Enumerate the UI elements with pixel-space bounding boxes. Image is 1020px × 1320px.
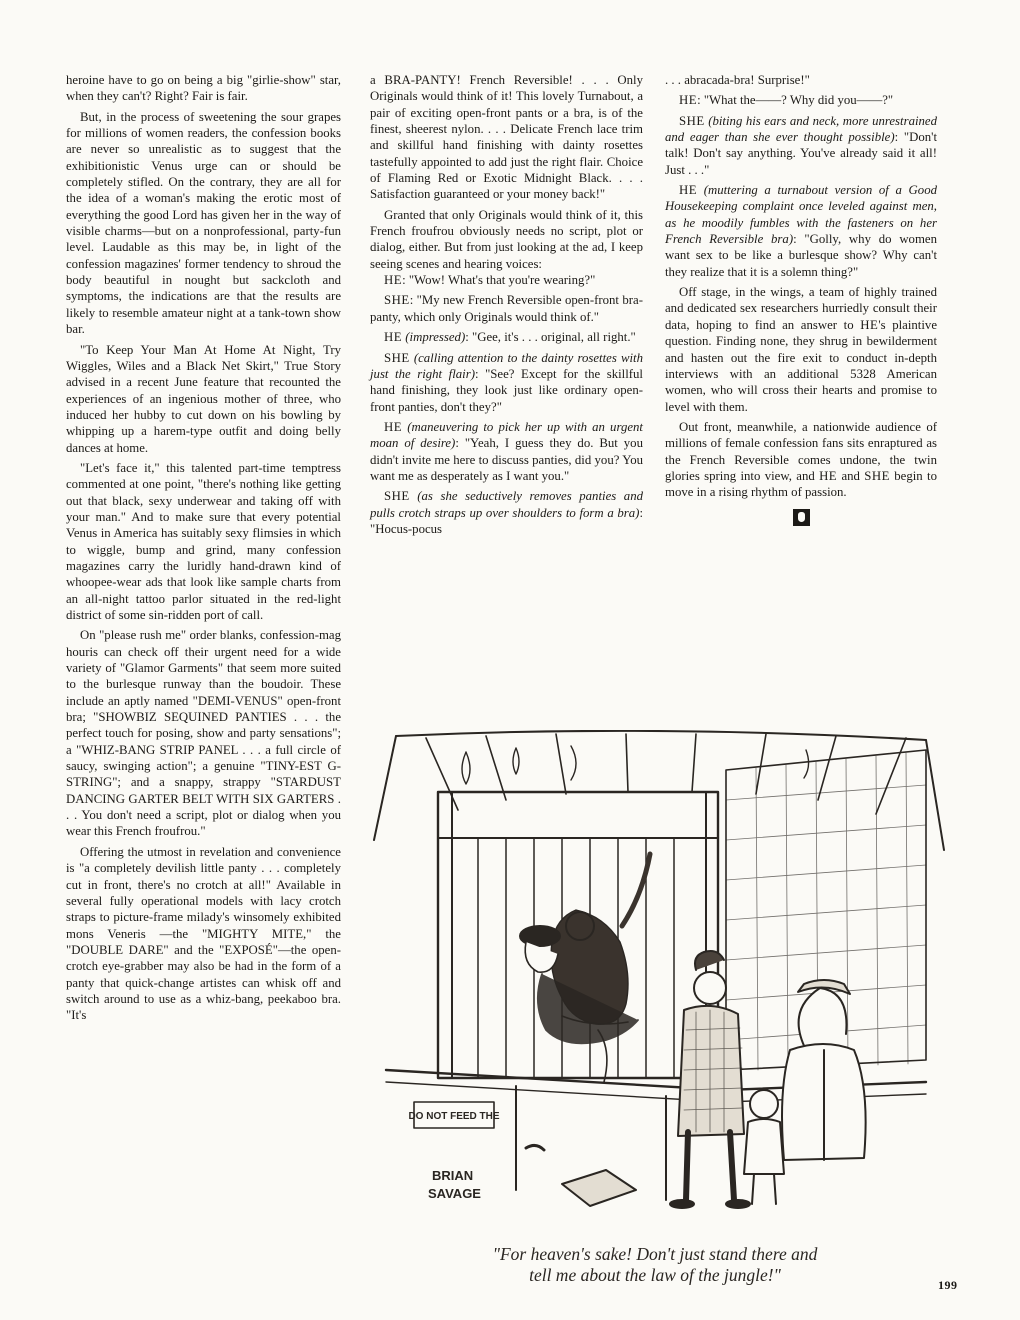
cage-sign: DO NOT FEED THE bbox=[408, 1111, 500, 1122]
stage-direction: (biting his ears and neck, more unrestrained and eager than she ever thought possible) bbox=[665, 113, 937, 145]
paragraph: a BRA-PANTY! French Reversible! . . . Only Originals would think of it! This lovely Turnabout, a pair of exciting open-front pants or a bra, is of the finest, sheerest nylon. . . . Delicate French lace trim and skillful hand finishing with dainty rosettes tastefully appointed to add just the right flair. Choice of Flaming Red or Exotic Midnight Black. . . . Satisfaction guaranteed or your money back!" bbox=[370, 73, 643, 202]
paragraph: "To Keep Your Man At Home At Night, Try Wiggles, Wiles and a Black Net Skirt," True Story advised in a recent June feature that recounted the experiences of an ingenious mother of three, who induced her hubby to cut down on his bowling by whipping up a harem-type outfit and doing belly dances at home. bbox=[66, 342, 341, 455]
dialog-line: HE (impressed): "Gee, it's . . . original, all right." bbox=[384, 330, 636, 345]
cartoon-caption: "For heaven's sake! Don't just stand there and tell me about the law of the jungle!" bbox=[492, 1244, 818, 1285]
artist-signature: BRIAN bbox=[432, 1168, 474, 1183]
stage-direction: (muttering a turnabout version of a Good Housekeeping bbox=[665, 183, 937, 214]
speaker-she: SHE bbox=[384, 293, 410, 308]
dialog-line: HE: "What the——? Why did you——?" bbox=[679, 93, 894, 108]
paragraph: Off stage, in the wings, a team of highly trained and dedicated sex researchers hurriedly consult their data, hoping to find an answer to HE's plaintive question. Finding none, they shrug in bewilderment and hasten out the fire exit to conduct in-depth interviews with an additional 5328 American women, who will cross their hearts and promise to level with them. bbox=[665, 285, 937, 414]
artist-signature: SAVAGE bbox=[428, 1186, 481, 1201]
column-3 bbox=[665, 72, 937, 530]
stage-direction: (impressed) bbox=[405, 330, 466, 345]
paragraph: heroine have to go on being a big "girlie-show" star, when they can't? Right? Fair is fair. bbox=[66, 73, 341, 104]
dialog-line: HE: "Wow! What's that you're wearing?" bbox=[384, 273, 596, 288]
stage-direction: (calling attention to the dainty rosettes with just the right flair) bbox=[370, 350, 643, 381]
cartoon-illustration bbox=[366, 730, 946, 1240]
dialog-line: SHE (as she seductively removes panties and pulls crotch straps up over shoulders to form a bra): "Hocus-pocus bbox=[370, 489, 643, 536]
dialog-line: SHE (calling attention to the dainty rosettes with just the right flair): "See? Except for the skillful hand finishing, they look just like ordinary open-front panties, don't they?" bbox=[370, 350, 643, 414]
stage-direction: (as she seductively removes panties and pulls crotch straps up over shoulders to form a bra) bbox=[370, 489, 643, 520]
stage-direction: (maneuvering to pick her up with an urgent moan of desire) bbox=[370, 419, 643, 451]
stage-direction: complaint once leveled against men, as he moodily fumbles with the fasteners on her French Reversible bra) bbox=[665, 199, 937, 247]
paragraph: Out front, meanwhile, a nationwide audience of millions of female confession fans sits enraptured as the French Reversible comes undone, the twin glories spring into view, and HE and SHE begin to move in a rising rhythm of passion. bbox=[665, 419, 937, 500]
dialog-line: SHE: "My new French Reversible open-front bra-panty, which only Originals would think of." bbox=[370, 293, 643, 324]
paragraph: But, in the process of sweetening the sour grapes for millions of women readers, the confession books are never so unrealistic as to suggest that the exhibitionistic Venus urge can or should be completely stifled. On the contrary, they are all for the idea of a woman's making the erotic most of everything the good Lord has given her in the way of visible charms—but on a nonprofessional, party-fun level. Laudable as this may be, in light of the confession magazines' former tendency to shroud the body beautiful in nought but sackcloth and symptoms, the indications are that the results are likely to resemble amateur night at a tank-town show bar. bbox=[66, 109, 341, 337]
paragraph: Offering the utmost in revelation and convenience is "a completely devilish little panty . . . completely cut in front, there's no crotch at all!" Available in several fully operational models with lacy crotch straps to picture-frame milady's winsomely exhibited mons Veneris —the "MIGHTY MITE," the "DOUBLE DARE" and the "EXPOSÉ"—the open-crotch eye-grabber may also be had in the form of a panty that quick-change artistes can whisk off and switch around to use as a whiz-bang, peekaboo bra. "It's bbox=[66, 844, 341, 1023]
paragraph: "Let's face it," this talented part-time temptress commented at one point, "there's nothing like getting out that black, sexy underwear and taking off with your man." And to make sure that every potential Venus in America has suitably sexy flimsies in which to wiggle, bump and grind, many confession magazines carry the luridly hand-drawn kind of whoopee-wear ads that look like sample charts from an all-night tattoo parlor situated in the red-light district of some sin-ridden port of call. bbox=[66, 460, 341, 622]
paragraph: On "please rush me" order blanks, confession-mag houris can check off their urgent need for a wide variety of "Glamor Garments" that seem more suited to the burlesque runway than the boudoir. These include an aptly named "DEMI-VENUS" open-front bra; "SHOWBIZ SEQUINED PANTIES . . . the perfect touch for posing, show and party sensations"; a "WHIZ-BANG STRIP PANEL . . . a full circle of saucy, swinging action"; a genuine "TINY-EST G-STRING"; and a snappy, strappy "STARDUST DANCING GARTER BELT WITH SIX GARTERS . . . You don't need a script, plot or dialog when you wear this French froufrou." bbox=[66, 628, 341, 839]
dialog-line: HE (muttering a turnabout version of a Good Housekeeping complaint once leveled against men, as he moodily fumbles with the fasteners on her French Reversible bra): "Golly, why do women want sex to be like a burlesque show? Why can't they realize that it is a solemn thing?" bbox=[665, 183, 937, 279]
speaker-he: HE bbox=[384, 273, 403, 288]
dialog-line: . . . abracada-bra! Surprise!" bbox=[665, 73, 810, 87]
column-1 bbox=[66, 72, 341, 1024]
dialog-line: HE (maneuvering to pick her up with an urgent moan of desire): "Yeah, I guess they do. But you didn't invite me here to discuss panties, did you? You want me as desperately as I want you." bbox=[370, 419, 643, 483]
rabbit-end-mark-icon bbox=[793, 509, 810, 526]
page-number: 199 bbox=[938, 1278, 958, 1292]
column-2 bbox=[370, 72, 643, 537]
paragraph: Granted that only Originals would think of it, this French froufrou obviously needs no script, plot or dialog, either. But from just looking at the ad, I keep seeing scenes and hearing voices: bbox=[370, 207, 643, 271]
dialog-line: SHE (biting his ears and neck, more unrestrained and eager than she ever thought possible): "Don't talk! Don't say anything. You've already said it all! Just . . ." bbox=[665, 113, 937, 177]
